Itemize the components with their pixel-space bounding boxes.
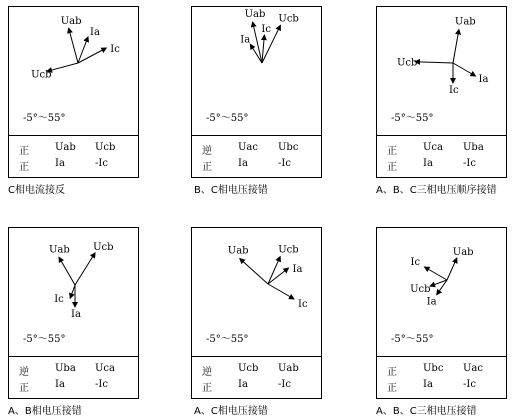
phasor-arrow-uab [240, 259, 268, 284]
phasor-label-uab: Uab [454, 16, 476, 28]
phasor-panel-2 [191, 6, 322, 178]
angle-range: -5°～55° [206, 334, 249, 345]
current-row-cell-1: 正 [202, 162, 212, 173]
phasor-label-ia: Ia [478, 74, 489, 85]
phasor-arrow-uab [69, 28, 78, 63]
table-separator [9, 135, 138, 136]
current-row-cell-3: -Ic [463, 158, 476, 169]
current-row-cell-3: -Ic [95, 158, 108, 169]
current-row-cell-2: Ia [238, 158, 248, 169]
current-row-cell-2: Ia [423, 379, 433, 390]
panel-caption: A、B、C三相电压顺序接错 [376, 185, 497, 196]
current-row-cell-2: Ia [423, 158, 433, 169]
phasor-arrow-ic [425, 267, 448, 280]
phasor-label-ic: Ic [449, 85, 459, 96]
sequence-row-cell-3: Uac [463, 363, 483, 374]
sequence-row-cell-3: Ucb [95, 142, 116, 153]
phasor-arrow-uab [447, 258, 457, 280]
sequence-row-cell-1: 逆 [19, 367, 29, 378]
current-row-cell-3: -Ic [95, 379, 108, 390]
phasor-label-ucb: Ucb [278, 244, 299, 256]
phasor-panel-4 [8, 227, 139, 399]
current-row-cell-1: 正 [202, 383, 212, 394]
phasor-arrow-ia [453, 63, 476, 76]
panel-caption: A、B、C三相电压接错 [376, 406, 477, 417]
sequence-row-cell-1: 逆 [202, 367, 212, 378]
angle-range: -5°～55° [206, 113, 249, 124]
table-separator [9, 356, 138, 357]
phasor-panel-3 [376, 6, 507, 178]
phasor-label-ic: Ic [110, 44, 120, 55]
sequence-row-cell-2: Ucb [238, 363, 259, 374]
sequence-row-cell-3: Uab [278, 363, 299, 374]
phasor-arrow-ucb [47, 63, 78, 71]
phasor-arrow-uab [453, 30, 459, 64]
phasor-label-ic: Ic [261, 24, 271, 36]
current-row-cell-1: 正 [19, 383, 29, 394]
phasor-label-uab: Uab [60, 16, 82, 28]
phasor-label-ucb: Ucb [31, 69, 52, 81]
sequence-row-cell-2: Uca [423, 142, 443, 153]
phasor-arrow-ucb [75, 253, 95, 285]
phasor-arrow-ic [268, 284, 294, 299]
phasor-arrow-ia [78, 37, 88, 63]
sequence-row-cell-1: 正 [19, 146, 29, 157]
phasor-arrow-ic [70, 285, 75, 298]
phasor-label-ia: Ia [71, 309, 81, 320]
phasor-label-ic: Ic [410, 257, 421, 268]
current-row-cell-1: 正 [387, 383, 397, 394]
table-separator [377, 356, 506, 357]
phasor-label-uab: Uab [227, 245, 249, 257]
sequence-row-cell-3: Uba [463, 142, 484, 153]
phasor-panel-5 [191, 227, 322, 399]
phasor-arrow-ucb [415, 62, 453, 63]
phasor-label-ucb: Ucb [93, 241, 114, 253]
sequence-row-cell-2: Ubc [423, 363, 444, 374]
phasor-label-ia: Ia [240, 34, 251, 46]
sequence-row-cell-2: Uab [55, 142, 76, 153]
phasor-label-ic: Ic [54, 294, 64, 306]
phasor-label-ucb: Ucb [397, 57, 418, 69]
sequence-row-cell-2: Uba [55, 363, 76, 374]
sequence-row-cell-1: 逆 [202, 146, 212, 157]
current-row-cell-2: Ia [238, 379, 248, 390]
phasor-label-uab: Uab [452, 247, 474, 259]
current-row-cell-1: 正 [387, 162, 397, 173]
phasor-label-ia: Ia [90, 26, 100, 38]
phasor-label-ia: Ia [292, 264, 303, 275]
current-row-cell-2: Ia [55, 158, 65, 169]
angle-range: -5°～55° [23, 334, 66, 345]
phasor-label-ic: Ic [298, 299, 308, 310]
current-row-cell-3: -Ic [278, 379, 291, 390]
panel-caption: C相电流接反 [8, 185, 65, 196]
phasor-label-ia: Ia [426, 296, 437, 308]
current-row-cell-3: -Ic [463, 379, 476, 390]
current-row-cell-1: 正 [19, 162, 29, 173]
panel-caption: A、C相电压接错 [194, 406, 268, 417]
sequence-row-cell-3: Uca [95, 363, 115, 374]
phasor-arrow-uab [59, 257, 75, 285]
sequence-row-cell-1: 正 [387, 146, 397, 157]
sequence-row-cell-2: Uac [238, 142, 258, 153]
table-separator [192, 135, 321, 136]
current-row-cell-2: Ia [55, 379, 65, 390]
table-separator [192, 356, 321, 357]
phasor-arrow-ic [78, 48, 106, 63]
phasor-arrow-ucb [268, 257, 280, 284]
panel-caption: A、B相电压接错 [8, 406, 82, 417]
phasor-label-ucb: Ucb [278, 13, 299, 25]
phasor-label-uab: Uab [49, 244, 70, 256]
angle-range: -5°～55° [391, 334, 434, 345]
panel-caption: B、C相电压接错 [194, 185, 268, 196]
phasor-panel-1 [8, 6, 139, 178]
phasor-label-ucb: Ucb [410, 284, 431, 296]
sequence-row-cell-1: 正 [387, 367, 397, 378]
phasor-panel-6 [376, 227, 507, 399]
current-row-cell-3: -Ic [278, 158, 291, 169]
table-separator [377, 135, 506, 136]
phasor-label-uab: Uab [244, 9, 266, 21]
sequence-row-cell-3: Ubc [278, 142, 299, 153]
angle-range: -5°～55° [391, 113, 434, 124]
angle-range: -5°～55° [23, 113, 66, 124]
